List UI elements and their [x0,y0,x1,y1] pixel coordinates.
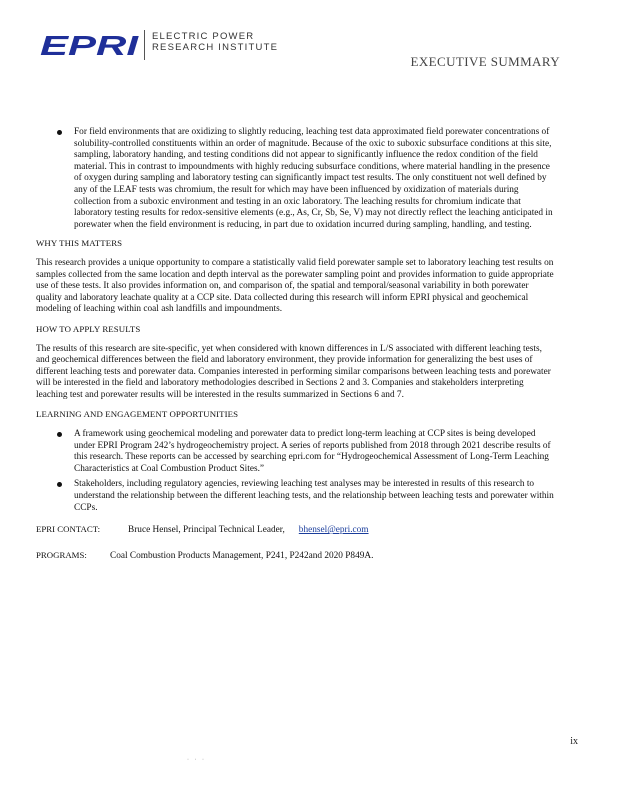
epri-logo [40,30,140,60]
logo-line-2: RESEARCH INSTITUTE [152,42,279,53]
epri-logo-text: EPRI [40,30,140,60]
contact-name: Bruce Hensel, Principal Technical Leader, [128,525,285,536]
learning-bullet-list [36,429,556,514]
programs [36,550,556,563]
learning-bullet-2: Stakeholders, including regulatory agencies, reviewing leaching test analyses may be interested in results of this research to understand the relationship between the different leaching tests, and the relationship between leaching tests and porewater within CCPs. [74,479,556,514]
epri-contact [36,524,556,537]
logo-divider [144,30,145,60]
contact-label: EPRI CONTACT: [36,524,101,535]
intro-bullet: For field environments that are oxidizing to slightly reducing, leaching test data approximated field porewater concentrations of solubility-controlled constituents within an order of magnitude. Because of the oxic to suboxic subsurface conditions at this site, sampling, laboratory handing, and testing conditions did not appear to significantly influence the redox condition of the field material. This in contrast to impoundments with highly reducing subsurface conditions, where material handling in the presence of oxygen during sampling and laboratory testing can significantly impact test results. The only constituent not well defined by any of the LEAF tests was chromium, the result for which may have been influenced by oxidization of materials during collection from a suboxic environment and testing in an oxic laboratory. The leaching results for chromium indicate that laboratory testing results for redox-sensitive elements (e.g., As, Cr, Sb, Se, V) may not directly reflect the leaching anticipated in porewater when the field environment is reducing, in part due to oxidation incurred during sampling, handling, and testing. [74,127,556,231]
programs-text: Coal Combustion Products Management, P241, P242 [110,550,309,561]
programs-text-2: and 2020 P849A. [308,550,374,561]
learning-heading: LEARNING AND ENGAGEMENT OPPORTUNITIES [36,409,239,420]
intro-bullet-list [36,127,556,231]
document-body [36,127,556,562]
learning-bullet-1: A framework using geochemical modeling and porewater data to predict long-term leaching at CCP sites is being developed under EPRI Program 242’s hydrogeochemistry project. A series of reports published from 2018 through 2021 describe results of this research. These reports can be accessed by searching epri.com for “Hydrogeochemical Assessment of Long-Term Leaching Characteristics at Coal Combustion Product Sites.” [74,429,556,475]
logo-line-1: ELECTRIC POWER [152,31,255,42]
contact-email-link[interactable]: bhensel@epri.com [298,525,369,536]
page-header [0,0,618,80]
why-paragraph: This research provides a unique opportunity to compare a statistically valid field porewater sample set to laboratory leaching test results on samples collected from the same location and depth interval as the porewater sampling point and provides information to guide appropriate use of these tests. It also provides information on, and comparison of, the spatial and temporal/seasonal variability in both porewater quality and laboratory leachate quality at a CCP site. Data collected during this research will inform EPRI physical and geochemical modeling of leaching within coal ash landfills and impoundments. [36,257,554,315]
why-heading: WHY THIS MATTERS [36,238,123,249]
how-heading: HOW TO APPLY RESULTS [36,323,141,334]
section-title: EXECUTIVE SUMMARY [410,54,560,69]
footer-mark: · · · [187,757,206,763]
how-paragraph: The results of this research are site-specific, yet when considered with known differences in L/S associated with different leaching tests, and geochemical differences between the field and laboratory environment, they provide information for generalizing the best uses of different leaching tests and porewater data. Companies interested in performing similar comparisons between leaching tests and porewater will be interested in the field and laboratory methodologies described in Sections 2 and 3. Companies and stakeholders interpreting leaching test and porewater results will be interested in the results summarized in Sections 6 and 7. [36,343,551,400]
programs-label: PROGRAMS: [36,549,87,560]
logo-subtitle [152,31,278,53]
page-number: ix [570,736,578,747]
